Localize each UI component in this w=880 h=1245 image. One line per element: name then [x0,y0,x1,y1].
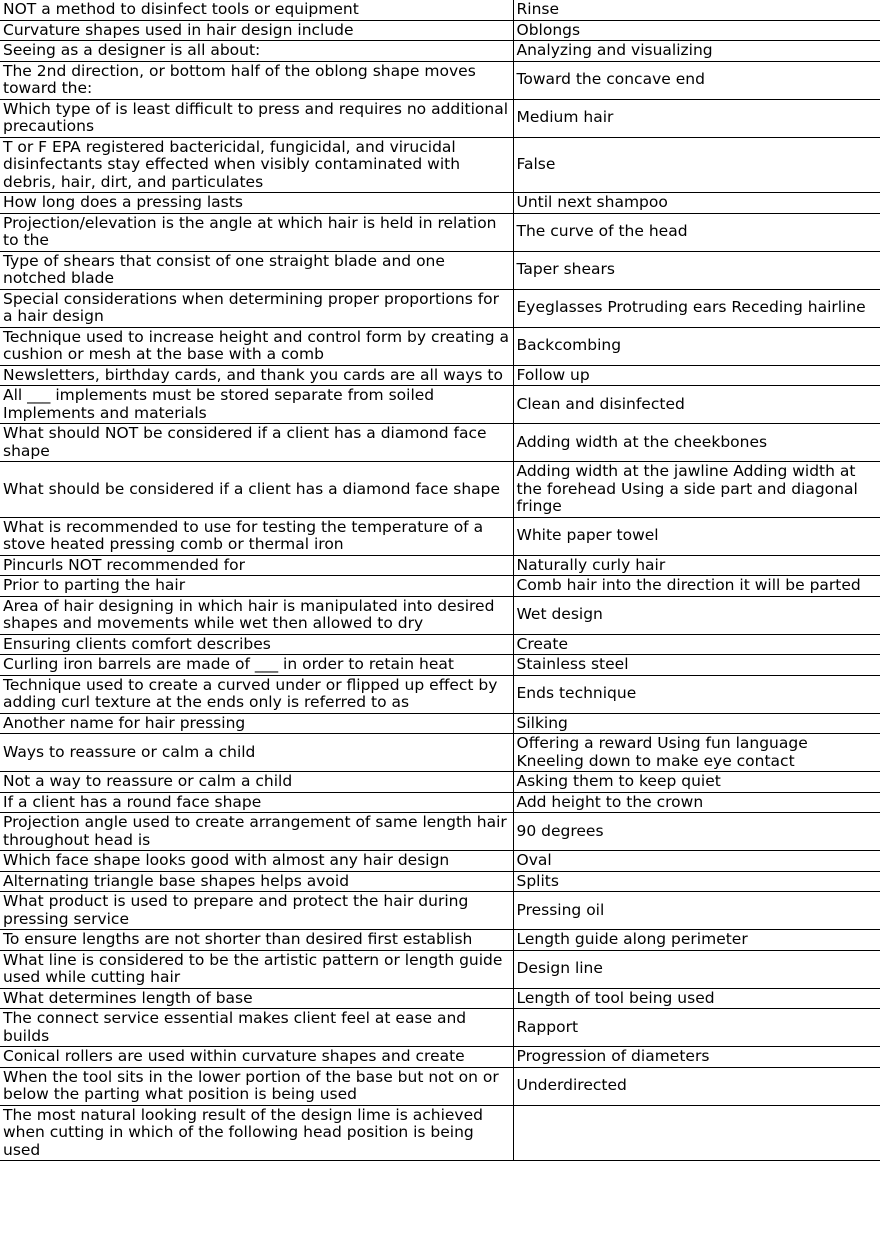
table-row [0,251,880,289]
term-cell: What product is used to prepare and protect the hair during pressing service [0,892,513,930]
table-row [0,1009,880,1047]
term-cell: Conical rollers are used within curvature shapes and create [0,1047,513,1068]
table-row [0,41,880,62]
table-row [0,851,880,872]
definition-cell: The curve of the head [513,213,880,251]
definition-cell: Follow up [513,365,880,386]
table-row [0,517,880,555]
definition-cell: Adding width at the cheekbones [513,424,880,462]
term-cell: All ___ implements must be stored separate from soiled Implements and materials [0,386,513,424]
table-row [0,1105,880,1161]
definition-cell: Backcombing [513,327,880,365]
table-row [0,576,880,597]
table-row [0,99,880,137]
definition-cell: 90 degrees [513,813,880,851]
definition-cell: Analyzing and visualizing [513,41,880,62]
term-cell: The 2nd direction, or bottom half of the oblong shape moves toward the: [0,61,513,99]
table-row [0,424,880,462]
term-cell: The most natural looking result of the design lime is achieved when cutting in which of the following head position is being used [0,1105,513,1161]
table-row [0,634,880,655]
table-row [0,0,880,20]
term-cell: Which type of is least difficult to press and requires no additional precautions [0,99,513,137]
definition-cell: Add height to the crown [513,792,880,813]
table-row [0,772,880,793]
definition-cell: Offering a reward Using fun language Kneeling down to make eye contact [513,734,880,772]
term-cell: NOT a method to disinfect tools or equipment [0,0,513,20]
table-row [0,596,880,634]
term-cell: Area of hair designing in which hair is manipulated into desired shapes and movements while wet then allowed to dry [0,596,513,634]
definition-cell [513,1105,880,1161]
definition-cell: Adding width at the jawline Adding width at the forehead Using a side part and diagonal fringe [513,462,880,518]
table-row [0,675,880,713]
term-cell: Ways to reassure or calm a child [0,734,513,772]
term-cell: What should be considered if a client has a diamond face shape [0,462,513,518]
table-row [0,871,880,892]
definition-cell: Ends technique [513,675,880,713]
term-cell: T or F EPA registered bactericidal, fungicidal, and virucidal disinfectants stay effected when visibly contaminated with debris, hair, dirt, and particulates [0,137,513,193]
term-cell: Newsletters, birthday cards, and thank you cards are all ways to [0,365,513,386]
table-row [0,713,880,734]
term-cell: Special considerations when determining proper proportions for a hair design [0,289,513,327]
definition-cell: Rapport [513,1009,880,1047]
table-row [0,193,880,214]
definition-cell: Wet design [513,596,880,634]
table-row [0,930,880,951]
term-cell: When the tool sits in the lower portion of the base but not on or below the parting what position is being used [0,1067,513,1105]
definition-cell: Stainless steel [513,655,880,676]
definition-cell: Silking [513,713,880,734]
term-cell: Projection angle used to create arrangement of same length hair throughout head is [0,813,513,851]
table-row [0,20,880,41]
table-row [0,61,880,99]
definition-cell: Underdirected [513,1067,880,1105]
definition-cell: Comb hair into the direction it will be parted [513,576,880,597]
definition-cell: Progression of diameters [513,1047,880,1068]
table-row [0,655,880,676]
term-cell: What line is considered to be the artistic pattern or length guide used while cutting hair [0,950,513,988]
definition-cell: Medium hair [513,99,880,137]
definition-cell: Until next shampoo [513,193,880,214]
term-cell: Projection/elevation is the angle at which hair is held in relation to the [0,213,513,251]
table-row [0,289,880,327]
definition-cell: Pressing oil [513,892,880,930]
definition-cell: Length of tool being used [513,988,880,1009]
term-cell: Another name for hair pressing [0,713,513,734]
table-row [0,365,880,386]
table-row [0,1047,880,1068]
term-cell: How long does a pressing lasts [0,193,513,214]
table-row [0,988,880,1009]
definition-cell: Eyeglasses Protruding ears Receding hairline [513,289,880,327]
term-cell: Ensuring clients comfort describes [0,634,513,655]
definition-cell: Design line [513,950,880,988]
term-cell: Alternating triangle base shapes helps avoid [0,871,513,892]
definition-cell: Asking them to keep quiet [513,772,880,793]
table-row [0,792,880,813]
term-cell: To ensure lengths are not shorter than desired first establish [0,930,513,951]
term-cell: Curvature shapes used in hair design include [0,20,513,41]
table-row [0,462,880,518]
definition-cell: Clean and disinfected [513,386,880,424]
definition-cell: Taper shears [513,251,880,289]
term-cell: Not a way to reassure or calm a child [0,772,513,793]
table-row [0,950,880,988]
term-cell: Curling iron barrels are made of ___ in order to retain heat [0,655,513,676]
definition-cell: Create [513,634,880,655]
definition-cell: False [513,137,880,193]
term-cell: What determines length of base [0,988,513,1009]
term-cell: If a client has a round face shape [0,792,513,813]
table-row [0,555,880,576]
definition-cell: Oblongs [513,20,880,41]
term-cell: Technique used to increase height and control form by creating a cushion or mesh at the base with a comb [0,327,513,365]
term-cell: Pincurls NOT recommended for [0,555,513,576]
term-cell: Technique used to create a curved under or flipped up effect by adding curl texture at the ends only is referred to as [0,675,513,713]
table-row [0,734,880,772]
definition-cell: Splits [513,871,880,892]
definition-cell: White paper towel [513,517,880,555]
definition-cell: Naturally curly hair [513,555,880,576]
term-cell: What should NOT be considered if a client has a diamond face shape [0,424,513,462]
term-cell: Seeing as a designer is all about: [0,41,513,62]
table-row [0,213,880,251]
table-row [0,327,880,365]
term-cell: Which face shape looks good with almost any hair design [0,851,513,872]
table-row [0,386,880,424]
term-cell: Type of shears that consist of one straight blade and one notched blade [0,251,513,289]
term-cell: Prior to parting the hair [0,576,513,597]
definition-cell: Rinse [513,0,880,20]
table-row [0,892,880,930]
term-cell: What is recommended to use for testing the temperature of a stove heated pressing comb or thermal iron [0,517,513,555]
table-row [0,1067,880,1105]
definition-cell: Toward the concave end [513,61,880,99]
table-row [0,813,880,851]
table-row [0,137,880,193]
term-cell: The connect service essential makes client feel at ease and builds [0,1009,513,1047]
definition-cell: Length guide along perimeter [513,930,880,951]
definition-cell: Oval [513,851,880,872]
